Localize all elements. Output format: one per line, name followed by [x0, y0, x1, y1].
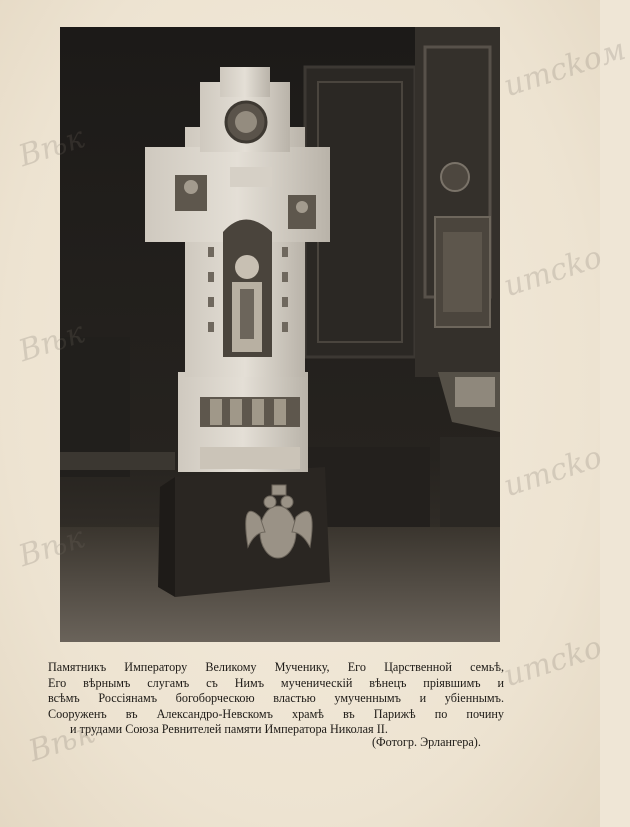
caption-line: Памятникъ Императору Великому Мученику, Его Царственной семьѣ,: [48, 660, 504, 674]
watermark: итсko: [499, 439, 607, 505]
photograph: [60, 27, 500, 642]
caption-line: Сооруженъ въ Александро-Невскомъ храмѣ въ Парижѣ по почину: [48, 706, 504, 721]
watermark: Вѣк: [14, 315, 89, 370]
photo-caption: [48, 660, 504, 738]
watermark: Вѣк: [24, 715, 99, 770]
watermark: Вѣк: [14, 520, 89, 575]
watermark: итсko: [499, 629, 607, 695]
watermark: итсko: [499, 239, 607, 305]
watermark: Вѣк: [14, 120, 89, 175]
caption-line: всѣмъ Россiянамъ богоборческою властью умученнымъ и убiеннымъ.: [48, 691, 504, 706]
watermark: итсkoм: [499, 32, 630, 105]
photo-credit: (Фотогр. Эрлангера).: [372, 735, 481, 749]
caption-line: Его вѣрнымъ слугамъ съ Нимъ мученическiй вѣнецъ прiявшимъ и: [48, 675, 504, 690]
memorial-cross-photo: [60, 27, 500, 642]
caption-line: и трудами Союза Ревнителей памяти Императора Николая II.: [70, 722, 388, 737]
